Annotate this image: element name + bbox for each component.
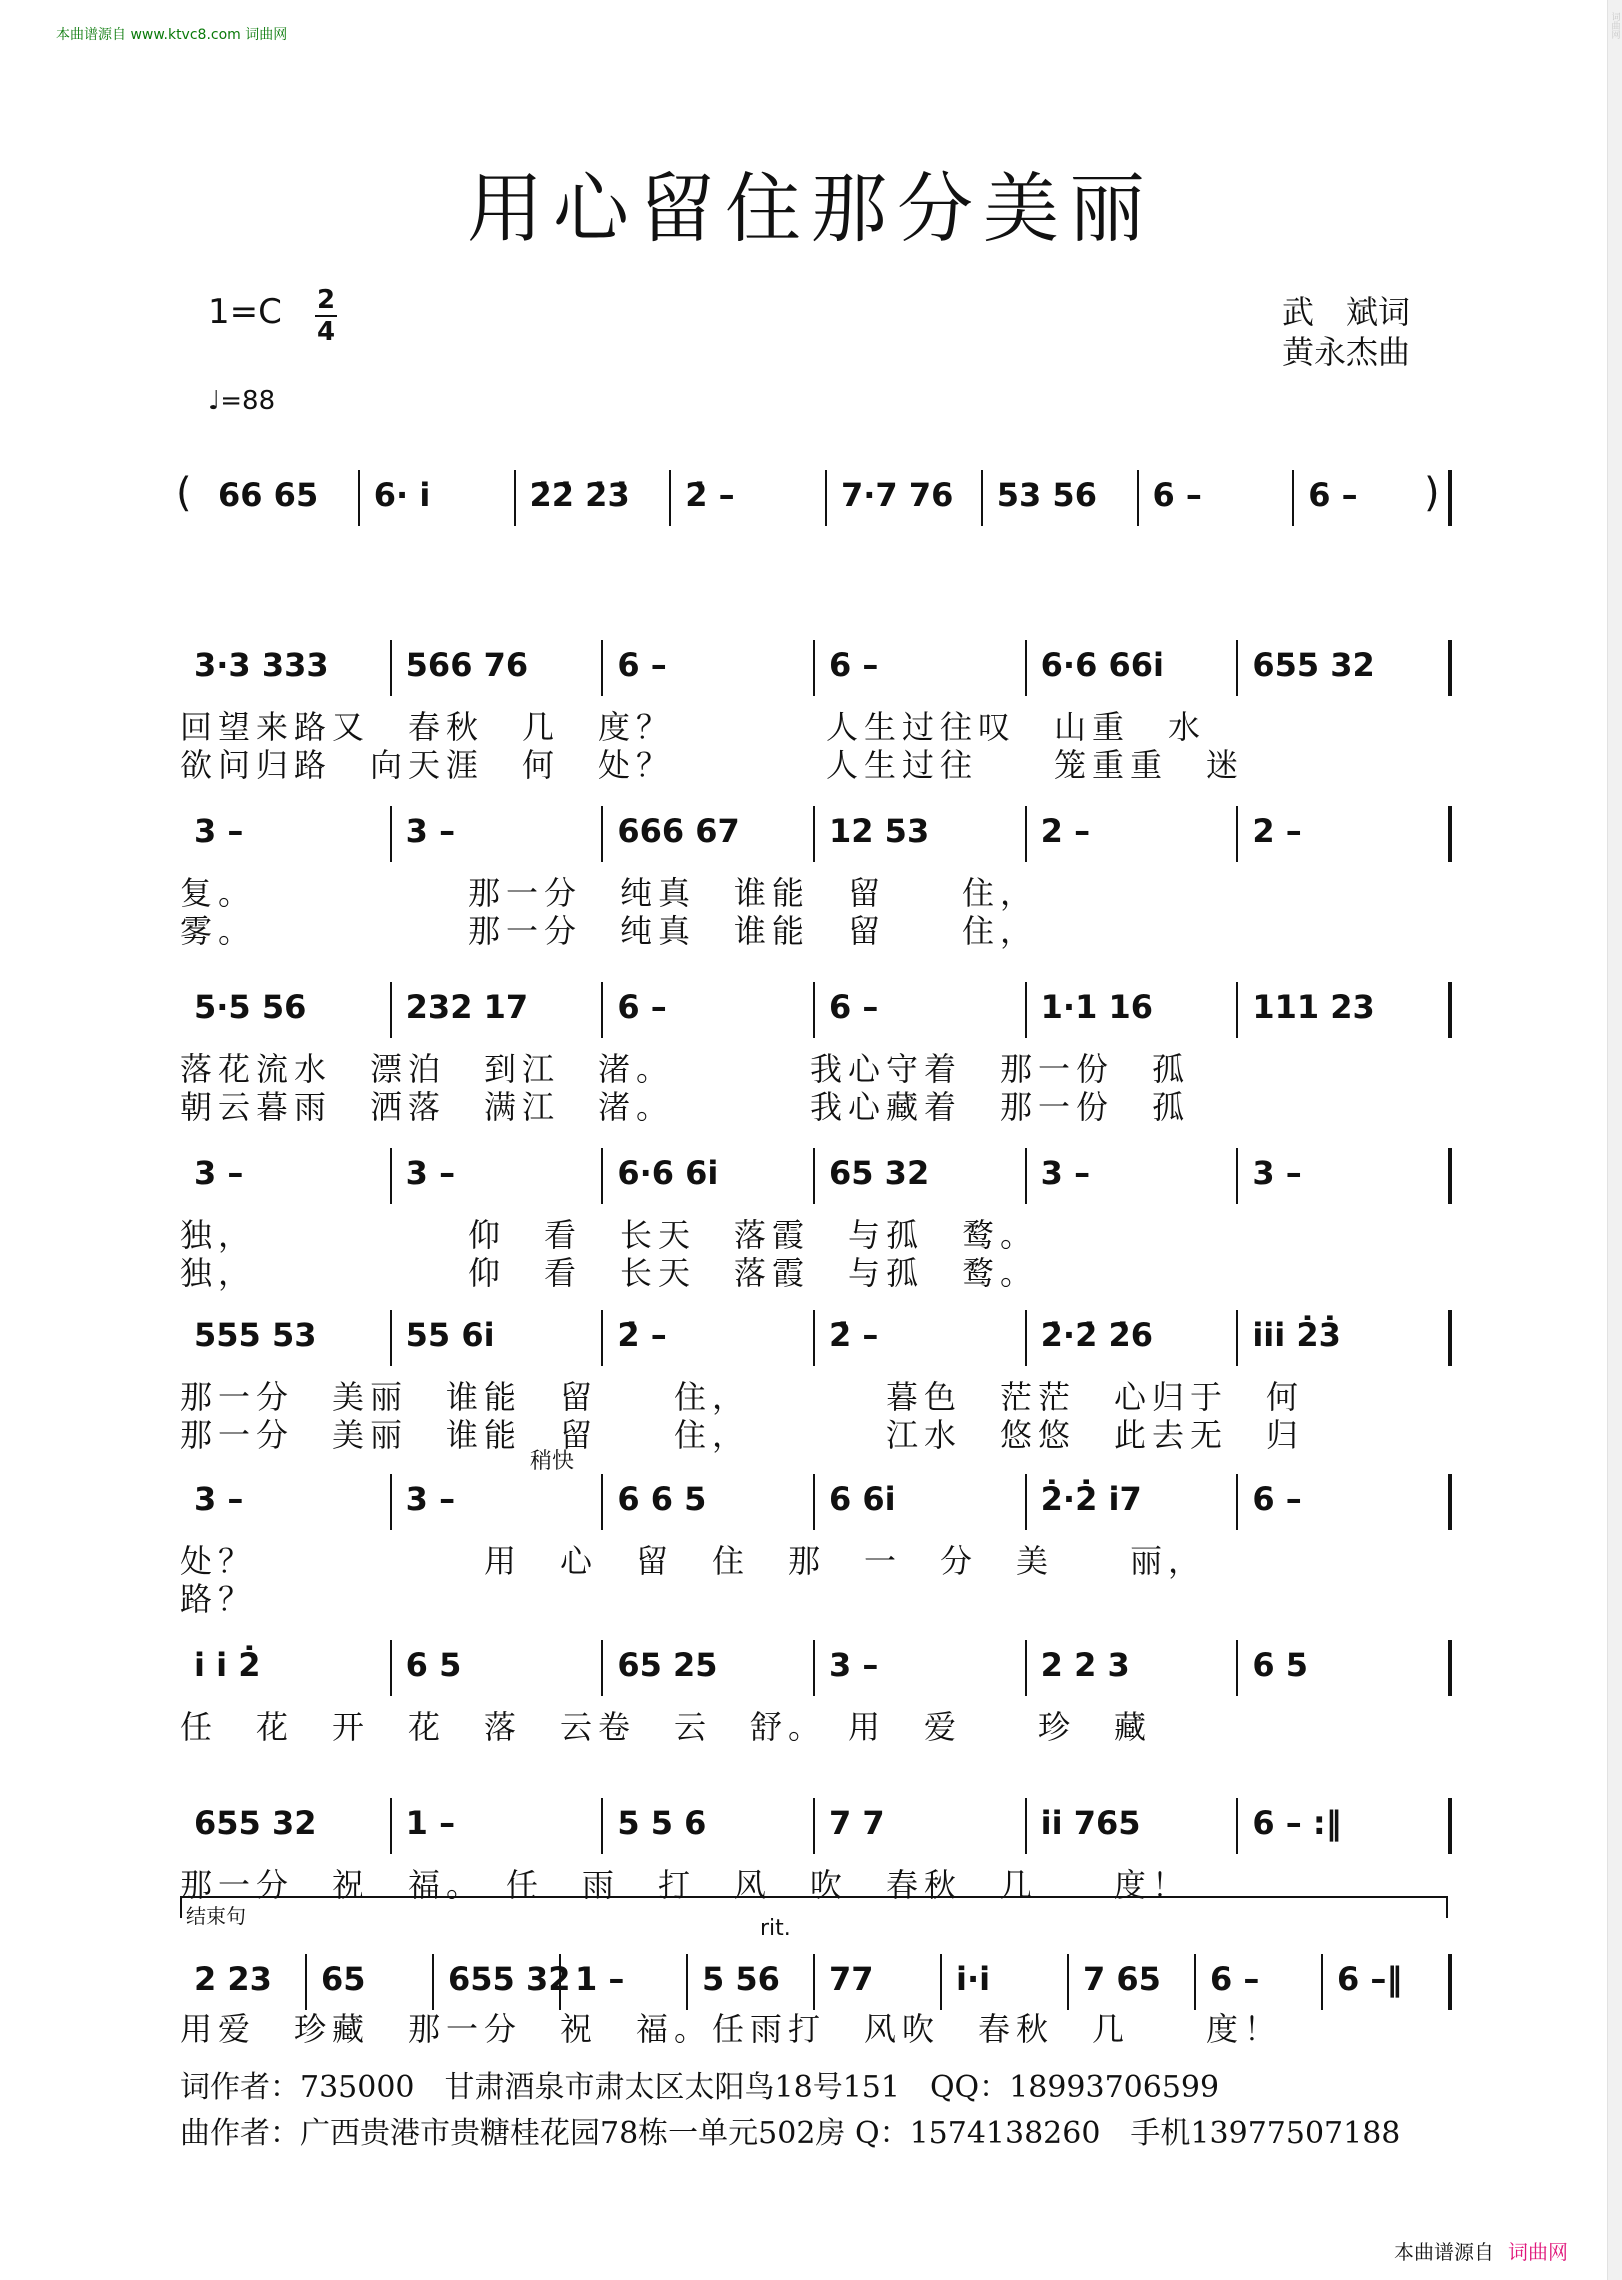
- bar-line: [305, 1954, 307, 2010]
- measure-notes: 2̇ –: [685, 476, 735, 514]
- ending-lyrics: 用爱 珍藏 那一分 祝 福。任雨打 风吹 春秋 几 度！: [180, 2010, 1283, 2048]
- bar-line: [601, 1310, 603, 1366]
- bar-line: [813, 1310, 815, 1366]
- bar-line: [1025, 1640, 1027, 1696]
- staff-row: [176, 470, 1450, 526]
- measure-notes: 77: [829, 1960, 874, 1998]
- bar-line: [1137, 470, 1139, 526]
- measure-notes: 3 –: [194, 812, 244, 850]
- lyrics-verse-2: 那一分 美丽 谁能 留 住， 江水 悠悠 此去无 归: [180, 1416, 1305, 1454]
- song-title: 用心留住那分美丽: [467, 164, 1155, 253]
- measure-notes: 6· i: [373, 476, 431, 514]
- bar-line: [1448, 1474, 1452, 1530]
- lyrics-verse-1: 回望来路又 春秋 几 度？ 人生过往叹 山重 水: [180, 708, 1207, 746]
- measure-notes: 3 –: [405, 1480, 456, 1518]
- ending-label: 结束句: [186, 1904, 246, 1928]
- measure-notes: 655 32: [194, 1804, 317, 1842]
- composer-contact: 曲作者：广西贵港市贵糖桂花园78栋一单元502房 Q：1574138260 手机13977507188: [180, 2116, 1401, 2151]
- time-signature: [315, 286, 337, 346]
- bar-line: [601, 1798, 603, 1854]
- bar-line: [813, 1474, 815, 1530]
- measure-notes: 6 –: [1308, 476, 1358, 514]
- bar-line: [601, 1474, 603, 1530]
- bar-line: [1236, 1310, 1238, 1366]
- measure-notes: 3 –: [194, 1154, 244, 1192]
- lyrics-verse-2: 雾。 那一分 纯真 谁能 留 住，: [180, 912, 1039, 950]
- measure-notes: 111 23: [1252, 988, 1375, 1026]
- measure-notes: 7 65: [1083, 1960, 1161, 1998]
- lyrics-verse-1: 那一分 祝 福。 任 雨 打 风 吹 春秋 几 度！: [180, 1866, 1191, 1904]
- measure-notes: 12 53: [829, 812, 930, 850]
- lyricist-contact: 词作者：735000 甘肃酒泉市肃太区太阳鸟18号151 QQ：18993706599: [180, 2070, 1220, 2105]
- bar-line: [1236, 1474, 1238, 1530]
- measure-notes: 6 –: [829, 988, 879, 1026]
- bar-line: [813, 1640, 815, 1696]
- measure-notes: 566 76: [405, 646, 529, 684]
- measure-notes: 6 –‖: [1337, 1960, 1403, 1998]
- repeat-paren-open: (: [176, 470, 192, 516]
- bar-line: [390, 640, 392, 696]
- bar-line: [1025, 1474, 1027, 1530]
- bar-line: [813, 982, 815, 1038]
- staff-row: [180, 1954, 1450, 2010]
- lyrics-verse-1: 落花流水 漂泊 到江 渚。 我心守着 那一份 孤: [180, 1050, 1191, 1088]
- bar-line: [1025, 640, 1027, 696]
- measure-notes: 6 –: [1152, 476, 1202, 514]
- measure-notes: 3 –: [405, 812, 456, 850]
- measure-notes: i i 2̇: [194, 1646, 261, 1684]
- lyrics-verse-1: 复。 那一分 纯真 谁能 留 住，: [180, 874, 1039, 912]
- time-signature-bottom: 4: [316, 317, 336, 347]
- bar-line: [1067, 1954, 1069, 2010]
- measure-notes: 2̇·2̇ 2̇6: [1040, 1316, 1154, 1354]
- bar-line: [1025, 1798, 1027, 1854]
- measure-notes: 6 6i: [829, 1480, 896, 1518]
- lyrics-verse-1: 独， 仰 看 长天 落霞 与孤 鹜。: [180, 1216, 1039, 1254]
- source-bottom-brand: 词曲网: [1508, 2240, 1568, 2264]
- measure-notes: i·i: [956, 1960, 991, 1998]
- staff-row: [180, 1310, 1450, 1366]
- bar-line: [432, 1954, 434, 2010]
- bar-line: [669, 470, 671, 526]
- source-bottom-prefix: 本曲谱源自: [1394, 2240, 1494, 2264]
- staff-row: [180, 982, 1450, 1038]
- composer-credit: 黄永杰曲: [1282, 333, 1411, 371]
- measure-notes: 6 –: [829, 646, 879, 684]
- bar-line: [813, 640, 815, 696]
- bar-line: [813, 806, 815, 862]
- ending-bracket: [180, 1896, 1448, 1918]
- measure-notes: ii 765: [1040, 1804, 1141, 1842]
- staff-row: [180, 1148, 1450, 1204]
- measure-notes: 3·3 333: [194, 646, 329, 684]
- key-signature: 1=C: [208, 292, 282, 332]
- measure-notes: 6 –: [1210, 1960, 1260, 1998]
- repeat-paren-close: ): [1424, 470, 1440, 516]
- staff-row: [180, 640, 1450, 696]
- bar-line: [1025, 1148, 1027, 1204]
- bar-line: [1194, 1954, 1196, 2010]
- measure-notes: 2 23: [194, 1960, 272, 1998]
- ritardando-mark: rit.: [760, 1916, 791, 1941]
- measure-notes: 5·5 56: [194, 988, 307, 1026]
- measure-notes: 2̇·2̇ i7: [1040, 1480, 1142, 1518]
- bar-line: [390, 1640, 392, 1696]
- measure-notes: 6 –: [617, 988, 667, 1026]
- source-top: 本曲谱源自 www.ktvc8.com 词曲网: [56, 27, 288, 43]
- bar-line: [1236, 640, 1238, 696]
- measure-notes: 2 –: [1040, 812, 1091, 850]
- bar-line: [390, 982, 392, 1038]
- bar-line: [1448, 1148, 1452, 1204]
- tempo-change-mark: 稍快: [530, 1449, 575, 1474]
- bar-line: [1448, 470, 1452, 526]
- bar-line: [1448, 1954, 1452, 2010]
- bar-line: [940, 1954, 942, 2010]
- bar-line: [601, 640, 603, 696]
- bar-line: [358, 470, 360, 526]
- measure-notes: 7·7 76: [841, 476, 954, 514]
- measure-notes: 555 53: [194, 1316, 317, 1354]
- bar-line: [390, 1798, 392, 1854]
- time-signature-top: 2: [316, 285, 336, 315]
- measure-notes: 3 –: [829, 1646, 879, 1684]
- bar-line: [390, 806, 392, 862]
- lyrics-verse-1: 任 花 开 花 落 云卷 云 舒。 用 爱 珍 藏: [180, 1708, 1153, 1746]
- measure-notes: 3 –: [1252, 1154, 1302, 1192]
- measure-notes: 3 –: [1040, 1154, 1091, 1192]
- bar-line: [813, 1954, 815, 2010]
- staff-row: [180, 1474, 1450, 1530]
- tempo-marking: ♩=88: [208, 386, 276, 416]
- bar-line: [1292, 470, 1294, 526]
- measure-notes: 5 5 6: [617, 1804, 707, 1842]
- measure-notes: 3 –: [194, 1480, 244, 1518]
- bar-line: [1236, 806, 1238, 862]
- measure-notes: 6 5: [1252, 1646, 1308, 1684]
- bar-line: [825, 470, 827, 526]
- bar-line: [1448, 806, 1452, 862]
- measure-notes: 6·6 66i: [1040, 646, 1164, 684]
- measure-notes: 6 –: [617, 646, 667, 684]
- measure-notes: 65: [321, 1960, 366, 1998]
- measure-notes: 6 6 5: [617, 1480, 707, 1518]
- measure-notes: 6·6 6i: [617, 1154, 719, 1192]
- measure-notes: 666 67: [617, 812, 740, 850]
- bar-line: [1236, 1798, 1238, 1854]
- bar-line: [1236, 1640, 1238, 1696]
- measure-notes: 2̇2̇ 2̇3̇: [529, 476, 630, 514]
- credits: [1282, 292, 1410, 372]
- bar-line: [1448, 982, 1452, 1038]
- bar-line: [559, 1954, 561, 2010]
- measure-notes: 3 –: [405, 1154, 456, 1192]
- bar-line: [1236, 982, 1238, 1038]
- side-watermark-strip: [1607, 0, 1622, 2280]
- bar-line: [601, 806, 603, 862]
- measure-notes: 6 –: [1252, 1480, 1302, 1518]
- measure-notes: 1·1 16: [1040, 988, 1154, 1026]
- bar-line: [686, 1954, 688, 2010]
- measure-notes: 1 –: [575, 1960, 625, 1998]
- source-bottom: [1394, 2236, 1568, 2265]
- bar-line: [1025, 1310, 1027, 1366]
- bar-line: [601, 982, 603, 1038]
- side-watermark: 词曲网: [1609, 12, 1620, 39]
- bar-line: [1321, 1954, 1323, 2010]
- bar-line: [1236, 1148, 1238, 1204]
- bar-line: [1025, 982, 1027, 1038]
- measure-notes: 6 5: [405, 1646, 462, 1684]
- measure-notes: 2̇ –: [617, 1316, 667, 1354]
- bar-line: [1448, 1798, 1452, 1854]
- bar-line: [390, 1474, 392, 1530]
- measure-notes: 65 32: [829, 1154, 930, 1192]
- bar-line: [813, 1798, 815, 1854]
- bar-line: [514, 470, 516, 526]
- lyrics-verse-1: 那一分 美丽 谁能 留 住， 暮色 茫茫 心归于 何: [180, 1378, 1305, 1416]
- measure-notes: 55 6i: [405, 1316, 495, 1354]
- bar-line: [1025, 806, 1027, 862]
- lyrics-verse-2: 朝云暮雨 洒落 满江 渚。 我心藏着 那一份 孤: [180, 1088, 1191, 1126]
- bar-line: [601, 1640, 603, 1696]
- bar-line: [390, 1310, 392, 1366]
- bar-line: [1448, 640, 1452, 696]
- measure-notes: iii 2̇3̇: [1252, 1316, 1341, 1354]
- measure-notes: 655 32: [448, 1960, 571, 1998]
- measure-notes: 2 2 3: [1040, 1646, 1130, 1684]
- lyrics-verse-2: 路？: [180, 1580, 257, 1618]
- bar-line: [390, 1148, 392, 1204]
- measure-notes: 65 25: [617, 1646, 718, 1684]
- measure-notes: 2̇ –: [829, 1316, 879, 1354]
- measure-notes: 2 –: [1252, 812, 1302, 850]
- measure-notes: 66 65: [218, 476, 319, 514]
- staff-row: [180, 1798, 1450, 1854]
- measure-notes: 6 – :‖: [1252, 1804, 1342, 1842]
- measure-notes: 1 –: [405, 1804, 456, 1842]
- measure-notes: 53 56: [996, 476, 1097, 514]
- measure-notes: 5 56: [702, 1960, 780, 1998]
- lyrics-verse-1: 处？ 用 心 留 住 那 一 分 美 丽，: [180, 1542, 1207, 1580]
- bar-line: [813, 1148, 815, 1204]
- staff-row: [180, 806, 1450, 862]
- measure-notes: 655 32: [1252, 646, 1375, 684]
- measure-notes: 7 7: [829, 1804, 885, 1842]
- bar-line: [1448, 1640, 1452, 1696]
- staff-row: [180, 1640, 1450, 1696]
- bar-line: [601, 1148, 603, 1204]
- lyrics-verse-2: 独， 仰 看 长天 落霞 与孤 鹜。: [180, 1254, 1039, 1292]
- lyricist-credit: 武 斌词: [1282, 293, 1411, 331]
- bar-line: [1448, 1310, 1452, 1366]
- lyrics-verse-2: 欲问归路 向天涯 何 处？ 人生过往 笼重重 迷: [180, 746, 1245, 784]
- bar-line: [981, 470, 983, 526]
- measure-notes: 232 17: [405, 988, 529, 1026]
